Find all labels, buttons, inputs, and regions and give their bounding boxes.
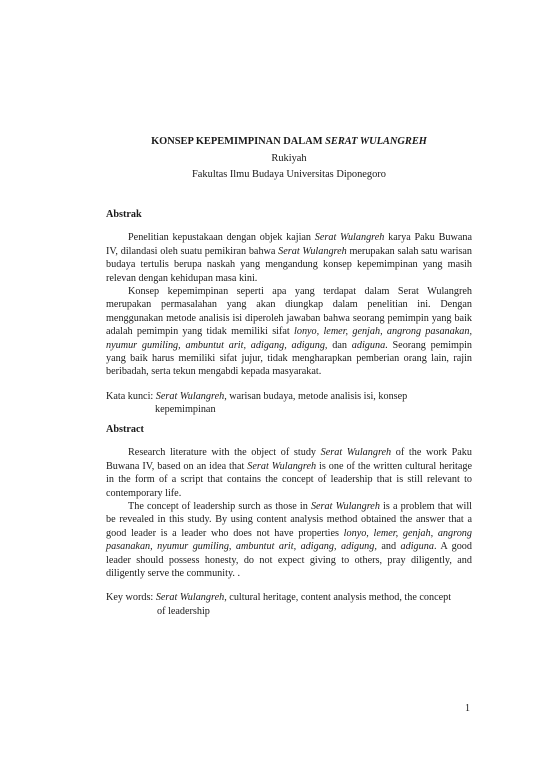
title-block (106, 136, 472, 180)
abstrak-keywords-continued: kepemimpinan (155, 404, 216, 416)
page-number: 1 (465, 703, 470, 714)
abstract-paragraph-1: Research literature with the object of study Serat Wulangreh of the work Paku Buwana IV, based on an idea that Serat Wulangreh is one of the written cultural heritage in the form of a script that contains the concept of leadership that is still relevant to contemporary life. (106, 447, 472, 499)
abstrak-paragraph-2: Konsep kepemimpinan seperti apa yang terdapat dalam Serat Wulangreh merupakan permasalahan yang akan diungkap dalam penelitian ini. Dengan menggunakan metode analisis isi diperoleh jawaban bahwa seorang pemimpin yang baik adalah pemimpin yang tidak memiliki sifat lonyo, lemer, genjah, angrong pasanakan, nyumur gumiling, ambuntut arit, adigang, adigung, dan adiguna. Seorang pemimpin yang baik harus memiliki sifat jujur, tidak mengharapkan pemberian orang lain, rajin beribadah, serta tekun mengabdi kepada masyarakat. (106, 286, 472, 378)
abstrak-section (106, 208, 472, 417)
author-name: Rukiyah (271, 153, 307, 164)
abstract-keywords-continued: of leadership (157, 605, 210, 617)
author-affiliation: Fakultas Ilmu Budaya Universitas Diponegoro (192, 169, 386, 180)
abstract-section (106, 423, 472, 618)
abstrak-paragraph-1: Penelitian kepustakaan dengan objek kajian Serat Wulangreh karya Paku Buwana IV, dilandasi oleh suatu pemikiran bahwa Serat Wulangreh merupakan salah satu warisan budaya tertulis berupa naskah yang mengandung konsep kepemimpinan yang masih relevan dengan kehidupan masa kini. (106, 232, 472, 284)
abstract-keywords: Key words: Serat Wulangreh, cultural heritage, content analysis method, the concept (106, 592, 452, 604)
abstract-paragraph-2: The concept of leadership surch as those in Serat Wulangreh is a problem that will be revealed in this study. By using content analysis method obtained the answer that a good leader is a leader who does not have properties lonyo, lemer, genjah, angrong pasanakan, nyumur gumiling, ambuntut arit, adigang, adigung, and adiguna. A good leader should possess honesty, do not expect giving to others, pray diligently, and diligently serve the community. . (106, 501, 472, 580)
abstract-heading: Abstract (106, 424, 144, 435)
paper-title-italic: SERAT WULANGREH (325, 136, 427, 147)
abstrak-keywords: Kata kunci: Serat Wulangreh, warisan budaya, metode analisis isi, konsep (106, 390, 408, 402)
abstrak-heading: Abstrak (106, 209, 142, 220)
paper-title: KONSEP KEPEMIMPINAN DALAM SERAT WULANGREH (151, 136, 427, 147)
